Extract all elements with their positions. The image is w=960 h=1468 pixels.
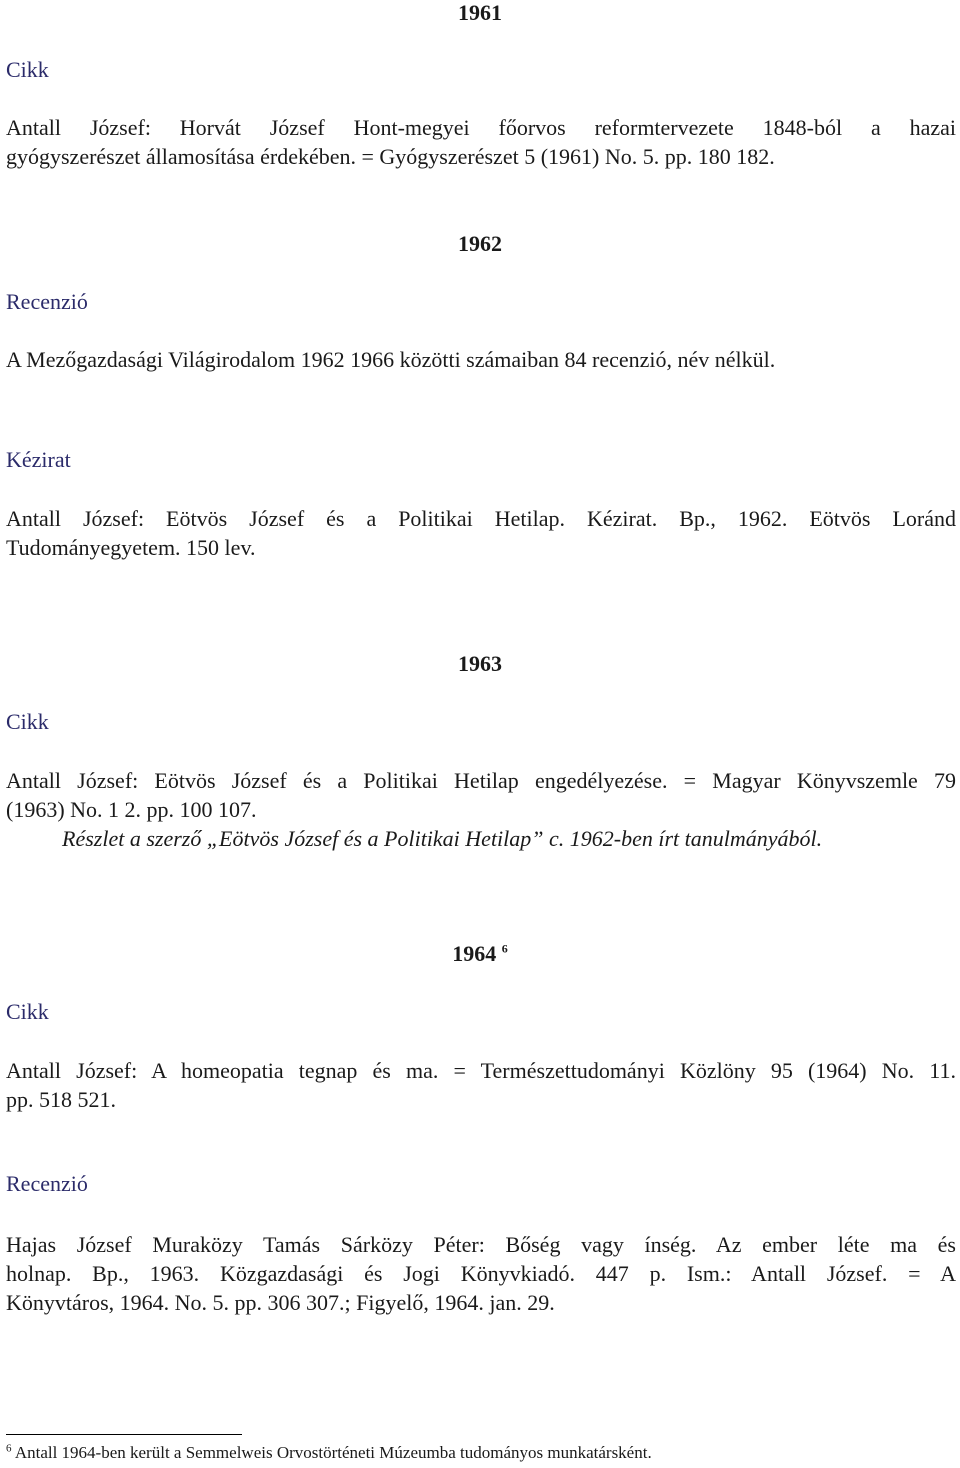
entry-1964-article-line-1: Antall József: A homeopatia tegnap és ma. = Természettudományi Közlöny 95 (1964) No. 11. — [6, 1058, 956, 1083]
footnote-separator — [6, 1434, 242, 1435]
section-heading-article-1961: Cikk — [6, 57, 49, 82]
section-heading-review-1962: Recenzió — [6, 289, 88, 314]
footnote-reference: 6 — [501, 941, 508, 956]
year-heading-1964 — [0, 941, 960, 967]
entry-1962-review: A Mezőgazdasági Világirodalom 1962 1966 közötti számaiban 84 recenzió, név nélkül. — [6, 347, 776, 372]
entry-1964-review-line-1: Hajas József Muraközy Tamás Sárközy Péter: Bőség vagy ínség. Az ember léte ma és — [6, 1232, 956, 1257]
footnote-number: 6 — [6, 1442, 12, 1455]
section-heading-article-1963: Cikk — [6, 709, 49, 734]
entry-1961-line-2: gyógyszerészet államosítása érdekében. = Gyógyszerészet 5 (1961) No. 5. pp. 180 182. — [6, 144, 775, 169]
year-heading-1962: 1962 — [458, 231, 502, 256]
section-heading-article-1964: Cikk — [6, 999, 49, 1024]
entry-1964-review-line-2: holnap. Bp., 1963. Közgazdasági és Jogi Könyvkiadó. 447 p. Ism.: Antall József. = A — [6, 1261, 956, 1286]
entry-1963-line-2: (1963) No. 1 2. pp. 100 107. — [6, 797, 257, 822]
year-1964-text: 1964 — [452, 941, 497, 966]
entry-1962-manuscript-line-2: Tudományegyetem. 150 lev. — [6, 535, 256, 560]
year-heading-1963: 1963 — [458, 651, 502, 676]
footnote-text: Antall 1964-ben került a Semmelweis Orvostörténeti Múzeumba tudományos munkatársként. — [14, 1443, 652, 1462]
year-heading-1961: 1961 — [458, 0, 502, 25]
entry-1963-line-1: Antall József: Eötvös József és a Politikai Hetilap engedélyezése. = Magyar Könyvszemle 79 — [6, 768, 956, 793]
entry-1961-line-1: Antall József: Horvát József Hont-megyei főorvos reformtervezete 1848-ból a hazai — [6, 115, 956, 140]
entry-1964-article-line-2: pp. 518 521. — [6, 1087, 116, 1112]
entry-1962-manuscript-line-1: Antall József: Eötvös József és a Politikai Hetilap. Kézirat. Bp., 1962. Eötvös Loránd — [6, 506, 956, 531]
entry-1964-review-line-3: Könyvtáros, 1964. No. 5. pp. 306 307.; Figyelő, 1964. jan. 29. — [6, 1290, 555, 1315]
entry-1963-note: Részlet a szerző „Eötvös József és a Politikai Hetilap” c. 1962-ben írt tanulmányából. — [62, 826, 823, 851]
footnote — [6, 1443, 652, 1463]
section-heading-manuscript-1962: Kézirat — [6, 447, 71, 472]
section-heading-review-1964: Recenzió — [6, 1171, 88, 1196]
